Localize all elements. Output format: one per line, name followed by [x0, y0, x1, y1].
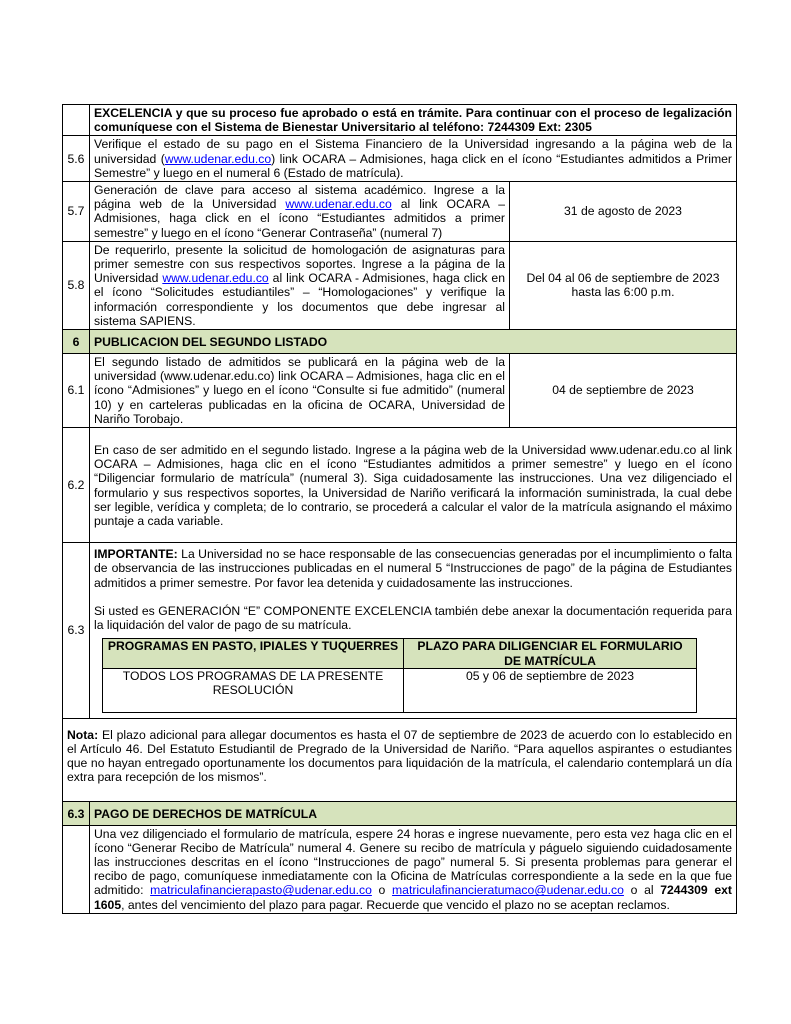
table-row [63, 354, 737, 428]
tumaco-email-link[interactable]: matriculafinancieratumaco@udenar.edu.co [392, 883, 624, 898]
deadline-cell: 05 y 06 de septiembre de 2023 [404, 668, 697, 712]
udenar-link[interactable]: www.udenar.edu.co [164, 151, 272, 166]
note-label: Nota: [67, 727, 99, 742]
row-text [90, 543, 737, 718]
row-text [90, 182, 510, 242]
row-number: 6.2 [63, 428, 90, 543]
row-number: 6.1 [63, 354, 90, 428]
text-segment: De requerirlo, presente la solicitud de homologación de asignaturas para primer semestre con sus respectivos soportes. Ingrese a la página de la Universidad [94, 242, 505, 286]
important-label: IMPORTANTE: [94, 547, 178, 562]
date-line: Del 04 al 06 de septiembre de 2023 [526, 271, 720, 286]
text-segment: al link OCARA - Admisiones, haga click en el ícono “Solicitudes estudiantiles” – “Homologaciones” y verifique la información correspondiente y los documentos que debe ingresar al sistema SAPIENS. [94, 271, 505, 328]
deadline-header: PLAZO PARA DILIGENCIAR EL FORMULARIO DE MATRÍCULA [404, 639, 697, 668]
deadline-header-row [103, 639, 697, 668]
row-number: 5.8 [63, 241, 90, 329]
important-notice [94, 547, 732, 590]
table-row [63, 825, 737, 913]
deadline-table [102, 638, 697, 712]
row-number-cell [63, 825, 90, 913]
text-segment: al link OCARA – Admisiones, haga click en el ícono “Estudiantes admitidos a primer semestre” y luego en el ícono “Generar Contraseña” (numeral 7) [94, 197, 505, 240]
row-text [90, 241, 510, 329]
note-row [63, 718, 737, 801]
section-header [63, 801, 737, 825]
udenar-link[interactable]: www.udenar.edu.co [285, 197, 392, 212]
row-number: 6.3 [63, 543, 90, 718]
text-segment: o [371, 883, 393, 898]
text-segment: o al [623, 883, 661, 898]
table-row [63, 136, 737, 182]
text-segment: Verifique el estado de su pago en el Sistema Financiero de la Universidad ingresando a la página web de la universidad ( [94, 137, 732, 166]
excelencia-contact-text: EXCELENCIA y que su proceso fue aprobado o está en trámite. Para continuar con el proceso de legalización comuníquese con el Sistema de Bienestar Universitario al teléfono: 7244309 Ext: 2305 [90, 105, 737, 136]
section-title: PUBLICACION DEL SEGUNDO LISTADO [90, 330, 737, 354]
udenar-link[interactable]: www.udenar.edu.co [162, 271, 269, 286]
row-text: En caso de ser admitido en el segundo listado. Ingrese a la página web de la Universidad www.udenar.edu.co al link OCARA – Admisiones, haga clic en el ícono “Estudiantes admitidos a primer semestre” y luego en el ícono “Diligenciar formulario de matrícula” (numeral 3). Siga cuidadosamente las instrucciones. Una vez diligenciado el formulario y sus respectivos soportes, la Universidad de Nariño verificará la información suministrada, la cual debe ser legible, verídica y completa; de lo contrario, se procederá a calcular el valor de la matrícula asignando el máximo puntaje a cada variable. [90, 428, 737, 543]
date-line: hasta las 6:00 p.m. [571, 285, 675, 300]
section-header [63, 330, 737, 354]
table-row [63, 543, 737, 718]
text-segment: El plazo adicional para allegar documentos es hasta el 07 de septiembre de 2023 de acuerdo con lo establecido en el Artículo 46. Del Estatuto Estudiantil de Pregrado de la Universidad de Nariño. “Para aquellos aspirantes o estudiantes que no hayan entregado oportunamente los documentos para liquidación de la matrícula, el calendario contemplará un día extra para recepción de los mismos”. [67, 727, 732, 785]
row-text: El segundo listado de admitidos se publicará en la página web de la universidad (www.udenar.edu.co) link OCARA – Admisiones, haga clic en el ícono “Admisiones” y luego en el ícono “Consulte si fue admitido” (numeral 10) y en carteleras publicadas en la oficina de OCARA, Universidad de Nariño Torobajo. [90, 354, 510, 428]
table-row [63, 428, 737, 543]
programs-header: PROGRAMAS EN PASTO, IPIALES Y TUQUERRES [103, 639, 404, 668]
row-number-cell [63, 105, 90, 136]
text-segment: ) link OCARA – Admisiones, haga click en el ícono “Estudiantes admitidos a Primer Semestre” y luego en el numeral 6 (Estado de matrícula). [94, 151, 732, 180]
table-row [63, 182, 737, 242]
text-segment: Una vez diligenciado el formulario de matrícula, espere 24 horas e ingrese nuevamente, pero esta vez haga clic en el ícono “Generar Recibo de Matrícula” numeral 4. Genere su recibo de matrícula y páguelo siguiendo cuidadosamente las instrucciones descritas en el ícono “Instrucciones de pago” numeral 5. Si presenta problemas para generar el recibo de pago, comuníquese inmediatamente con la Oficina de Matrículas correspondiente a la sede en la que fue admitido: [94, 826, 732, 898]
generacion-e-notice: Si usted es GENERACIÓN “E” COMPONENTE EXCELENCIA también debe anexar la documentación requerida para la liquidación del valor de pago de su matrícula. [94, 603, 732, 633]
row-number: 5.6 [63, 136, 90, 182]
document-page [62, 104, 736, 914]
schedule-table [62, 104, 737, 914]
row-date: 31 de agosto de 2023 [510, 182, 737, 242]
row-date: 04 de septiembre de 2023 [510, 354, 737, 428]
note-text [63, 718, 737, 801]
section-title: PAGO DE DERECHOS DE MATRÍCULA [90, 801, 737, 825]
row-date [510, 241, 737, 329]
table-row [63, 241, 737, 329]
pasto-email-link[interactable]: matriculafinancierapasto@udenar.edu.co [150, 883, 372, 898]
text-segment: , antes del vencimiento del plazo para pagar. Recuerde que vencido el plazo no se aceptan reclamos. [121, 897, 670, 912]
text-segment: Generación de clave para acceso al sistema académico. Ingrese a la página web de la Universidad [94, 183, 505, 212]
row-number: 5.7 [63, 182, 90, 242]
text-segment: La Universidad no se hace responsable de las consecuencias generadas por el incumplimiento o falta de observancia de las instrucciones publicadas en el numeral 5 “Instrucciones de pago” de la página de Estudiantes admitidos a primer semestre. Por favor lea detenida y cuidadosamente las instrucciones. [94, 547, 732, 590]
payment-instructions [90, 825, 737, 913]
deadline-data-row [103, 668, 697, 712]
section-number: 6.3 [63, 801, 90, 825]
section-number: 6 [63, 330, 90, 354]
phone-number: 7244309 ext 1605 [94, 883, 732, 912]
row-text [90, 136, 737, 182]
table-row [63, 105, 737, 136]
programs-cell: TODOS LOS PROGRAMAS DE LA PRESENTE RESOLUCIÓN [103, 668, 404, 712]
